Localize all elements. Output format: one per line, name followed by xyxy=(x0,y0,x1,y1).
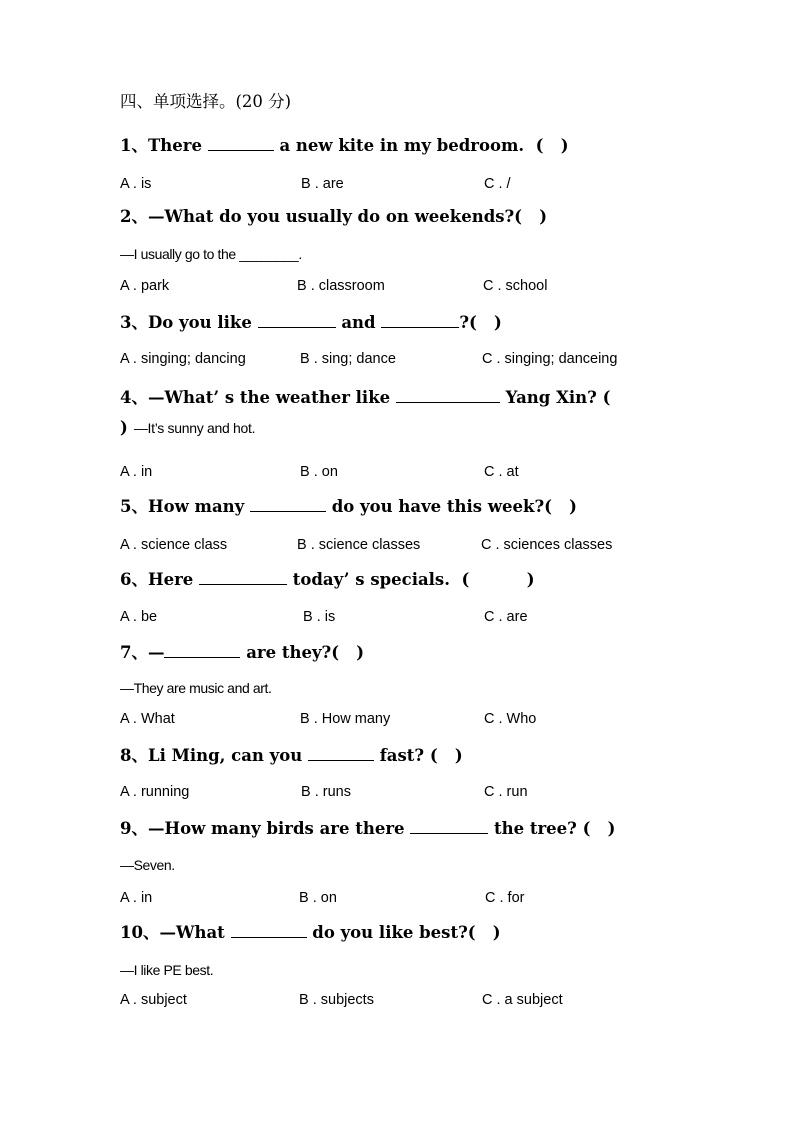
dialogue-line: —I usually go to the ________. xyxy=(120,246,302,262)
option-b[interactable]: B . on xyxy=(299,890,337,906)
option-a[interactable]: A . park xyxy=(120,278,170,294)
answer-blank[interactable] xyxy=(208,136,274,151)
option-c[interactable]: C . at xyxy=(484,464,519,480)
question-9 xyxy=(120,819,615,838)
option-c[interactable]: C . are xyxy=(484,609,528,625)
answer-blank[interactable] xyxy=(164,643,240,658)
question-text: today’ s specials. ( ) xyxy=(287,570,535,589)
question-number: 2、 xyxy=(120,207,148,226)
question-text: the tree? ( ) xyxy=(488,819,616,838)
question-text: a new kite in my bedroom. ( ) xyxy=(273,136,569,155)
dialogue-line: —Seven. xyxy=(120,857,175,873)
option-b[interactable]: B . sing; dance xyxy=(300,351,396,367)
option-b[interactable]: B . is xyxy=(303,609,336,625)
answer-blank[interactable] xyxy=(258,313,336,328)
question-text: —What xyxy=(159,923,231,942)
option-b[interactable]: B . classroom xyxy=(297,278,385,294)
question-text: fast? ( ) xyxy=(373,746,463,765)
question-number: 3、 xyxy=(120,313,148,332)
question-number: 1、 xyxy=(120,136,148,155)
question-text: —What do you usually do on weekends?( ) xyxy=(147,207,548,226)
question-text: and xyxy=(335,313,382,332)
option-b[interactable]: B . subjects xyxy=(299,992,374,1008)
option-b[interactable]: B . science classes xyxy=(297,537,421,553)
option-a[interactable]: A . What xyxy=(120,711,175,727)
answer-blank[interactable] xyxy=(308,746,374,761)
question-6 xyxy=(120,570,535,589)
option-c[interactable]: C . run xyxy=(484,784,528,800)
option-a[interactable]: A . singing; dancing xyxy=(120,351,246,367)
option-a[interactable]: A . in xyxy=(120,890,153,906)
question-3 xyxy=(120,313,502,332)
option-c[interactable]: C . Who xyxy=(484,711,537,727)
question-text: Do you like xyxy=(147,313,258,332)
question-text: —How many birds are there xyxy=(147,819,411,838)
question-1 xyxy=(120,136,569,155)
question-text: There xyxy=(147,136,208,155)
option-a[interactable]: A . be xyxy=(120,609,158,625)
question-text: — xyxy=(147,643,165,662)
option-b[interactable]: B . How many xyxy=(300,711,391,727)
question-7 xyxy=(120,643,364,662)
question-4-wrap xyxy=(120,420,255,437)
option-a[interactable]: A . subject xyxy=(120,992,187,1008)
dialogue-line: —I like PE best. xyxy=(120,962,214,978)
question-text: How many xyxy=(147,497,251,516)
question-number: 10、 xyxy=(120,923,160,942)
question-number: 8、 xyxy=(120,746,148,765)
option-c[interactable]: C . for xyxy=(485,890,525,906)
answer-blank[interactable] xyxy=(199,570,287,585)
question-number: 4、 xyxy=(120,388,148,407)
section-title: 四、单项选择。(20 分) xyxy=(120,92,292,111)
dialogue-line: —It’s sunny and hot. xyxy=(133,420,256,436)
option-a[interactable]: A . running xyxy=(120,784,190,800)
option-a[interactable]: A . science class xyxy=(120,537,228,553)
question-5 xyxy=(120,497,577,516)
option-c[interactable]: C . sciences classes xyxy=(481,537,613,553)
question-8 xyxy=(120,746,463,765)
question-4 xyxy=(120,388,610,407)
answer-blank[interactable] xyxy=(250,497,326,512)
question-text: do you like best?( ) xyxy=(306,923,501,942)
option-c[interactable]: C . / xyxy=(484,176,511,192)
answer-blank[interactable] xyxy=(410,819,488,834)
question-text: —What’ s the weather like xyxy=(147,388,396,407)
question-number: 6、 xyxy=(120,570,148,589)
question-text: Yang Xin? ( xyxy=(499,388,611,407)
question-10 xyxy=(120,923,501,942)
question-number: 7、 xyxy=(120,643,148,662)
option-b[interactable]: B . are xyxy=(301,176,344,192)
question-number: 9、 xyxy=(120,819,148,838)
answer-blank[interactable] xyxy=(231,923,307,938)
question-text: ?( ) xyxy=(459,313,502,332)
option-c[interactable]: C . singing; danceing xyxy=(482,351,618,367)
question-text: Here xyxy=(147,570,200,589)
question-text: do you have this week?( ) xyxy=(326,497,577,516)
dialogue-line: —They are music and art. xyxy=(120,680,272,696)
question-text: are they?( ) xyxy=(240,643,365,662)
answer-blank[interactable] xyxy=(381,313,459,328)
option-a[interactable]: A . in xyxy=(120,464,153,480)
option-b[interactable]: B . runs xyxy=(301,784,351,800)
option-c[interactable]: C . school xyxy=(483,278,548,294)
answer-blank[interactable] xyxy=(396,388,500,403)
option-c[interactable]: C . a subject xyxy=(482,992,563,1008)
bracket-close: ) xyxy=(120,418,128,437)
question-2 xyxy=(120,209,547,226)
option-b[interactable]: B . on xyxy=(300,464,338,480)
question-number: 5、 xyxy=(120,497,148,516)
question-text: Li Ming, can you xyxy=(147,746,308,765)
option-a[interactable]: A . is xyxy=(120,176,152,192)
